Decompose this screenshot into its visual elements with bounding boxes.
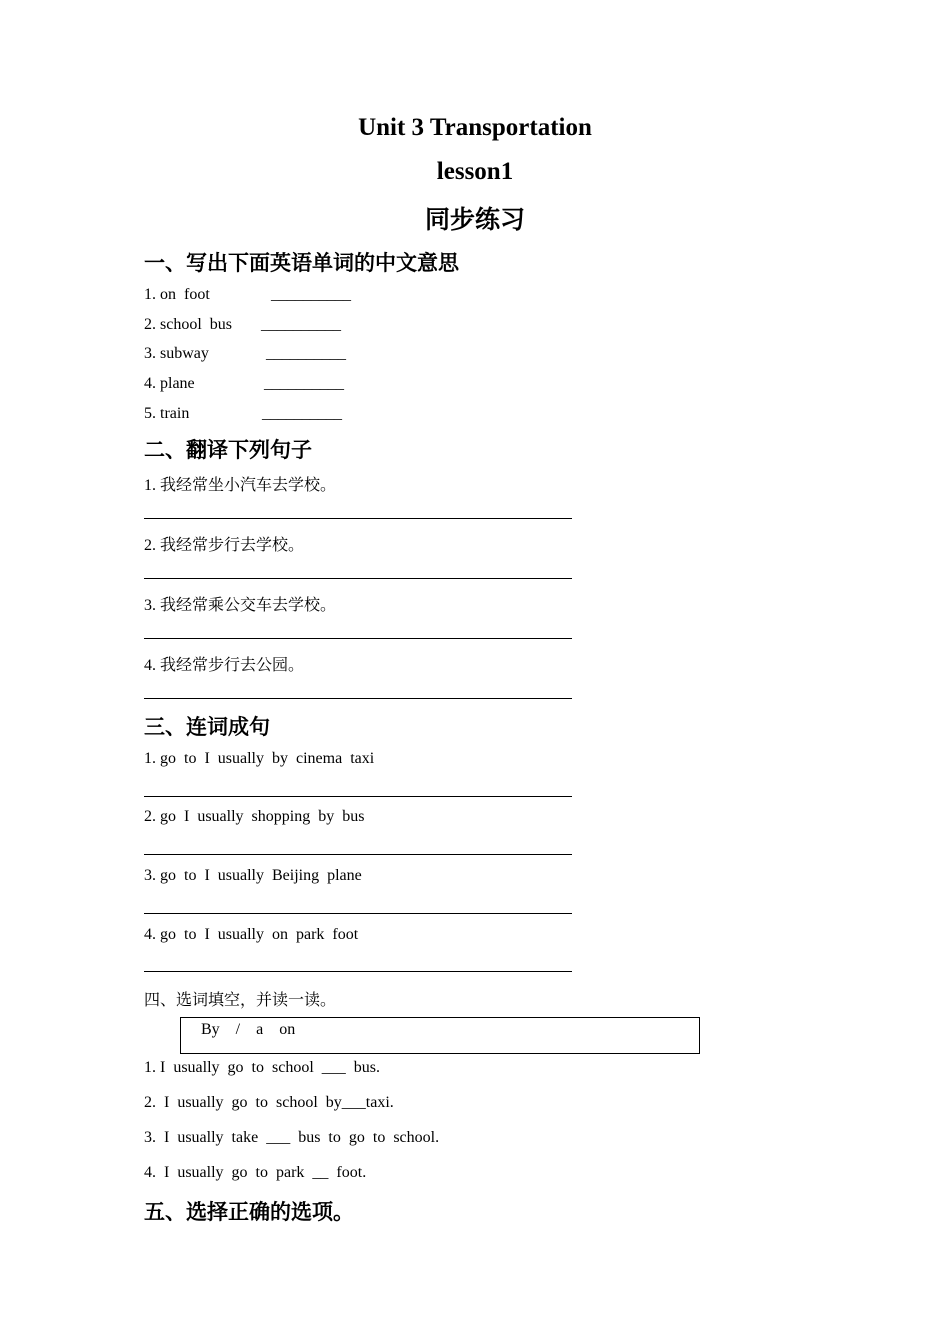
answer-blank[interactable]: __________ [271,286,351,303]
answer-line[interactable] [144,854,572,855]
list-item: 3. I usually take ___ bus to go to school. [144,1129,440,1146]
answer-blank[interactable]: __________ [262,405,342,422]
answer-blank[interactable]: __________ [264,375,344,392]
answer-blank[interactable]: __________ [266,345,346,362]
list-item: 4. I usually go to park __ foot. [144,1164,367,1181]
list-item: 2. 我经常步行去学校。 [144,537,305,554]
section1-heading: 一、写出下面英语单词的中文意思 [144,251,459,275]
list-item: 4. plane [144,375,195,392]
list-item: 2. I usually go to school by___taxi. [144,1094,394,1111]
section3-heading: 三、连词成句 [144,715,270,739]
answer-line[interactable] [144,971,572,972]
page-title: Unit 3 Transportation [358,114,592,141]
list-item: 5. train [144,405,190,422]
answer-line[interactable] [144,796,572,797]
list-item: 3. subway [144,345,209,362]
list-item: 3. 我经常乘公交车去学校。 [144,597,337,614]
answer-line[interactable] [144,913,572,914]
list-item: 2. school bus [144,316,232,333]
list-item: 1. on foot [144,286,210,303]
practice-subtitle: 同步练习 [424,205,525,234]
section5-heading: 五、选择正确的选项。 [144,1200,354,1224]
section4-heading: 四、选词填空，并读一读。 [144,990,337,1009]
list-item: 4. go to I usually on park foot [144,926,359,943]
list-item: 2. go I usually shopping by bus [144,808,365,825]
answer-line[interactable] [144,638,572,639]
list-item: 3. go to I usually Beijing plane [144,867,362,884]
answer-line[interactable] [144,578,572,579]
list-item: 1. 我经常坐小汽车去学校。 [144,477,337,494]
list-item: 4. 我经常步行去公园。 [144,657,305,674]
section2-heading: 二、翻译下列句子 [144,438,312,462]
list-item: 1. I usually go to school ___ bus. [144,1059,380,1076]
word-box [180,1017,700,1054]
answer-line[interactable] [144,518,572,519]
answer-blank[interactable]: __________ [261,316,341,333]
lesson-subtitle: lesson1 [436,158,514,185]
answer-line[interactable] [144,698,572,699]
list-item: 1. go to I usually by cinema taxi [144,750,375,767]
word-box-text: By / a on [201,1021,296,1038]
